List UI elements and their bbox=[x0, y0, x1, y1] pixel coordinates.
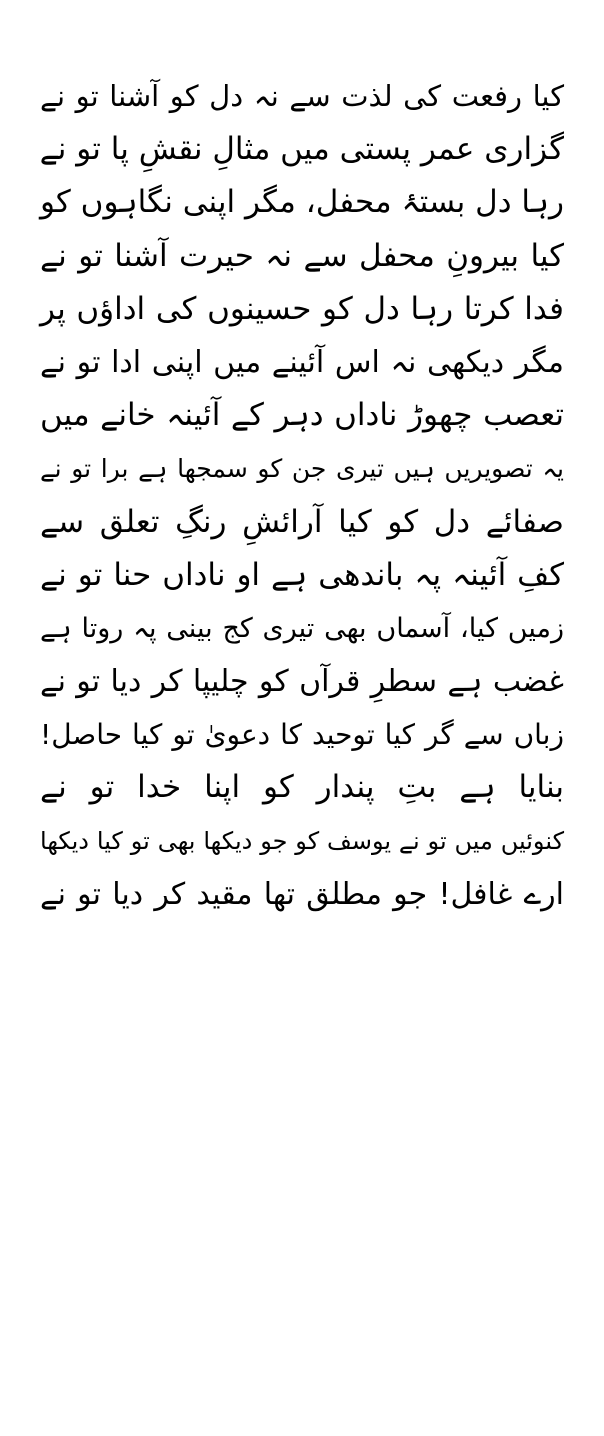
verse-line: بنایا ہے بتِ پندار کو اپنا خدا تو نے bbox=[40, 769, 564, 806]
verse-line: غضب ہے سطرِ قرآں کو چلیپا کر دیا تو نے bbox=[40, 664, 564, 700]
verse-line: کفِ آئینہ پہ باندھی ہے او ناداں حنا تو نے bbox=[40, 556, 564, 593]
verse-line: کیا بیرونِ محفل سے نہ حیرت آشنا تو نے bbox=[40, 237, 564, 274]
verse-line: صفائے دل کو کیا آرائشِ رنگِ تعلق سے bbox=[40, 503, 564, 540]
verse-line: کیا رفعت کی لذت سے نہ دل کو آشنا تو نے bbox=[40, 79, 564, 113]
verse-line: رہا دل بستۂ محفل، مگر اپنی نگاہوں کو bbox=[40, 184, 564, 221]
verse-line: زباں سے گر کیا توحید کا دعویٰ تو کیا حاصل! bbox=[40, 718, 564, 752]
poem-text bbox=[40, 70, 564, 921]
verse-line: کنوئیں میں تو نے یوسف کو جو دیکھا بھی تو کیا دیکھا bbox=[40, 826, 564, 855]
verse-line: یہ تصویریں ہیں تیری جن کو سمجھا ہے برا تو نے bbox=[40, 454, 564, 484]
verse-line: تعصب چھوڑ ناداں دہر کے آئینہ خانے میں bbox=[40, 397, 564, 434]
verse-line: ارے غافل! جو مطلق تھا مقید کر دیا تو نے bbox=[40, 876, 564, 912]
verse-line: زمیں کیا، آسماں بھی تیری کج بینی پہ روتا ہے bbox=[40, 612, 564, 644]
verse-line: فدا کرتا رہا دل کو حسینوں کی اداؤں پر bbox=[40, 290, 564, 327]
verse-line: مگر دیکھی نہ اس آئینے میں اپنی ادا تو نے bbox=[40, 344, 564, 380]
verse-line: گزاری عمر پستی میں مثالِ نقشِ پا تو نے bbox=[39, 131, 564, 168]
